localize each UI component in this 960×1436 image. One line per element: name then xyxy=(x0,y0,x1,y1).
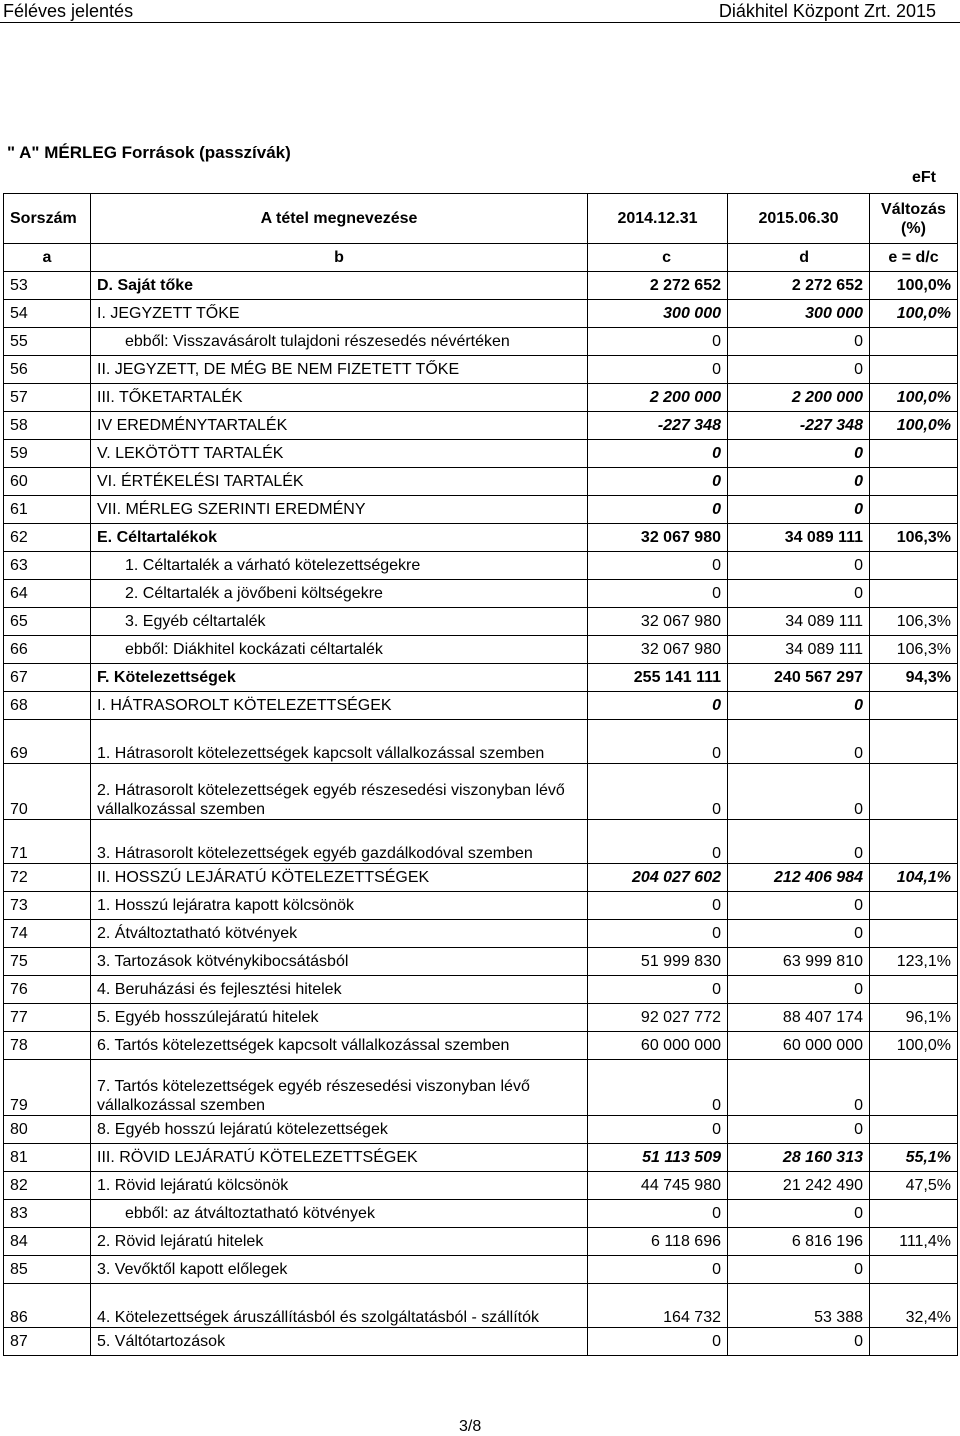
row-number: 59 xyxy=(4,440,91,468)
row-value-2014: 92 027 772 xyxy=(588,1004,728,1032)
row-value-2014: 2 272 652 xyxy=(588,272,728,300)
row-name: D. Saját tőke xyxy=(91,272,588,300)
row-number: 81 xyxy=(4,1144,91,1172)
table-row xyxy=(4,864,958,892)
table-row xyxy=(4,1116,958,1144)
table-row xyxy=(4,1144,958,1172)
row-change-pct xyxy=(870,892,958,920)
row-change-pct xyxy=(870,720,958,764)
row-value-2014: 0 xyxy=(588,496,728,524)
table-row xyxy=(4,1200,958,1228)
row-number: 69 xyxy=(4,720,91,764)
row-change-pct: 32,4% xyxy=(870,1284,958,1328)
row-value-2014: 32 067 980 xyxy=(588,608,728,636)
table-row xyxy=(4,764,958,820)
row-value-2015: 6 816 196 xyxy=(728,1228,870,1256)
row-value-2015: 0 xyxy=(728,1256,870,1284)
row-number: 65 xyxy=(4,608,91,636)
row-value-2015: 34 089 111 xyxy=(728,524,870,552)
row-change-pct xyxy=(870,820,958,864)
row-number: 76 xyxy=(4,976,91,1004)
letter-pct: e = d/c xyxy=(870,244,958,272)
row-value-2014: 0 xyxy=(588,440,728,468)
row-value-2014: 0 xyxy=(588,976,728,1004)
row-change-pct xyxy=(870,468,958,496)
row-name: 2. Hátrasorolt kötelezettségek egyéb részesedési viszonyban lévő vállalkozással szemben xyxy=(91,764,588,820)
row-number: 66 xyxy=(4,636,91,664)
row-number: 55 xyxy=(4,328,91,356)
row-change-pct xyxy=(870,1060,958,1116)
row-value-2014: 0 xyxy=(588,580,728,608)
row-change-pct: 104,1% xyxy=(870,864,958,892)
row-value-2015: 34 089 111 xyxy=(728,608,870,636)
row-name: 3. Hátrasorolt kötelezettségek egyéb gazdálkodóval szemben xyxy=(91,820,588,864)
page-header xyxy=(0,0,960,23)
row-value-2014: 51 999 830 xyxy=(588,948,728,976)
row-value-2015: 28 160 313 xyxy=(728,1144,870,1172)
row-value-2015: 212 406 984 xyxy=(728,864,870,892)
row-name: ebből: Visszavásárolt tulajdoni részesedés névértéken xyxy=(91,328,588,356)
table-row xyxy=(4,608,958,636)
row-value-2015: 0 xyxy=(728,328,870,356)
page-number: 3/8 xyxy=(459,1418,482,1435)
col-header-v2: 2015.06.30 xyxy=(728,194,870,244)
row-number: 79 xyxy=(4,1060,91,1116)
row-number: 68 xyxy=(4,692,91,720)
row-name: I. JEGYZETT TŐKE xyxy=(91,300,588,328)
row-name: III. TŐKETARTALÉK xyxy=(91,384,588,412)
row-name: 5. Egyéb hosszúlejáratú hitelek xyxy=(91,1004,588,1032)
row-number: 60 xyxy=(4,468,91,496)
row-name: F. Kötelezettségek xyxy=(91,664,588,692)
row-name: E. Céltartalékok xyxy=(91,524,588,552)
letter-v2: d xyxy=(728,244,870,272)
row-number: 72 xyxy=(4,864,91,892)
row-value-2014: 32 067 980 xyxy=(588,636,728,664)
letter-no: a xyxy=(4,244,91,272)
row-value-2014: 6 118 696 xyxy=(588,1228,728,1256)
row-value-2015: -227 348 xyxy=(728,412,870,440)
row-name: ebből: az átváltoztatható kötvények xyxy=(91,1200,588,1228)
table-header-row xyxy=(4,194,958,244)
row-value-2014: 0 xyxy=(588,1060,728,1116)
row-change-pct xyxy=(870,356,958,384)
row-value-2015: 0 xyxy=(728,580,870,608)
row-number: 84 xyxy=(4,1228,91,1256)
table-row xyxy=(4,300,958,328)
row-value-2014: 204 027 602 xyxy=(588,864,728,892)
section-title: " A" MÉRLEG Források (passzívák) xyxy=(7,143,291,162)
row-value-2015: 0 xyxy=(728,440,870,468)
row-change-pct: 94,3% xyxy=(870,664,958,692)
row-value-2015: 0 xyxy=(728,1200,870,1228)
row-change-pct xyxy=(870,692,958,720)
row-number: 67 xyxy=(4,664,91,692)
row-number: 73 xyxy=(4,892,91,920)
balance-table xyxy=(3,193,958,1356)
table-row xyxy=(4,1256,958,1284)
row-name: 3. Egyéb céltartalék xyxy=(91,608,588,636)
table-row xyxy=(4,1172,958,1200)
row-number: 85 xyxy=(4,1256,91,1284)
table-row xyxy=(4,328,958,356)
table-row xyxy=(4,1284,958,1328)
table-row xyxy=(4,892,958,920)
row-name: 3. Vevőktől kapott előlegek xyxy=(91,1256,588,1284)
row-change-pct: 100,0% xyxy=(870,412,958,440)
row-change-pct xyxy=(870,764,958,820)
table-row xyxy=(4,636,958,664)
row-name: 2. Céltartalék a jövőbeni költségekre xyxy=(91,580,588,608)
row-change-pct: 123,1% xyxy=(870,948,958,976)
table-row xyxy=(4,468,958,496)
row-name: 2. Átváltoztatható kötvények xyxy=(91,920,588,948)
row-change-pct: 106,3% xyxy=(870,636,958,664)
table-row xyxy=(4,412,958,440)
row-value-2015: 0 xyxy=(728,1060,870,1116)
row-change-pct xyxy=(870,496,958,524)
table-row xyxy=(4,976,958,1004)
row-value-2015: 0 xyxy=(728,356,870,384)
row-number: 80 xyxy=(4,1116,91,1144)
row-number: 74 xyxy=(4,920,91,948)
table-row xyxy=(4,920,958,948)
row-name: V. LEKÖTÖTT TARTALÉK xyxy=(91,440,588,468)
row-name: VI. ÉRTÉKELÉSI TARTALÉK xyxy=(91,468,588,496)
row-name: 4. Kötelezettségek áruszállításból és szolgáltatásból - szállítók xyxy=(91,1284,588,1328)
row-value-2014: -227 348 xyxy=(588,412,728,440)
table-row xyxy=(4,384,958,412)
row-change-pct: 55,1% xyxy=(870,1144,958,1172)
row-value-2014: 0 xyxy=(588,1328,728,1356)
row-change-pct xyxy=(870,1116,958,1144)
row-value-2014: 164 732 xyxy=(588,1284,728,1328)
row-value-2015: 60 000 000 xyxy=(728,1032,870,1060)
row-value-2014: 0 xyxy=(588,920,728,948)
row-name: 5. Váltótartozások xyxy=(91,1328,588,1356)
row-name: 7. Tartós kötelezettségek egyéb részesedési viszonyban lévő vállalkozással szemben xyxy=(91,1060,588,1116)
report-title: Féléves jelentés xyxy=(3,1,134,21)
row-change-pct xyxy=(870,920,958,948)
row-number: 86 xyxy=(4,1284,91,1328)
row-value-2014: 2 200 000 xyxy=(588,384,728,412)
row-value-2015: 0 xyxy=(728,892,870,920)
row-value-2014: 300 000 xyxy=(588,300,728,328)
table-row xyxy=(4,524,958,552)
row-value-2015: 53 388 xyxy=(728,1284,870,1328)
row-value-2015: 0 xyxy=(728,720,870,764)
table-row xyxy=(4,1228,958,1256)
row-name: 3. Tartozások kötvénykibocsátásból xyxy=(91,948,588,976)
row-number: 77 xyxy=(4,1004,91,1032)
row-value-2014: 51 113 509 xyxy=(588,1144,728,1172)
row-value-2015: 34 089 111 xyxy=(728,636,870,664)
row-name: 8. Egyéb hosszú lejáratú kötelezettségek xyxy=(91,1116,588,1144)
table-row xyxy=(4,1032,958,1060)
row-name: I. HÁTRASOROLT KÖTELEZETTSÉGEK xyxy=(91,692,588,720)
row-change-pct: 111,4% xyxy=(870,1228,958,1256)
row-change-pct: 96,1% xyxy=(870,1004,958,1032)
row-number: 53 xyxy=(4,272,91,300)
row-name: II. JEGYZETT, DE MÉG BE NEM FIZETETT TŐKE xyxy=(91,356,588,384)
table-row xyxy=(4,272,958,300)
row-value-2014: 0 xyxy=(588,356,728,384)
row-value-2015: 0 xyxy=(728,764,870,820)
row-change-pct xyxy=(870,1328,958,1356)
row-value-2015: 0 xyxy=(728,976,870,1004)
row-number: 57 xyxy=(4,384,91,412)
row-change-pct xyxy=(870,328,958,356)
row-number: 87 xyxy=(4,1328,91,1356)
table-row xyxy=(4,440,958,468)
row-value-2015: 0 xyxy=(728,820,870,864)
row-value-2014: 0 xyxy=(588,1256,728,1284)
row-number: 70 xyxy=(4,764,91,820)
row-change-pct: 100,0% xyxy=(870,300,958,328)
row-number: 64 xyxy=(4,580,91,608)
row-name: 1. Hosszú lejáratra kapott kölcsönök xyxy=(91,892,588,920)
row-value-2014: 0 xyxy=(588,692,728,720)
row-name: VII. MÉRLEG SZERINTI EREDMÉNY xyxy=(91,496,588,524)
table-row xyxy=(4,720,958,764)
letter-name: b xyxy=(91,244,588,272)
row-name: 4. Beruházási és fejlesztési hitelek xyxy=(91,976,588,1004)
table-row xyxy=(4,496,958,524)
col-header-v1: 2014.12.31 xyxy=(588,194,728,244)
row-value-2015: 0 xyxy=(728,468,870,496)
row-number: 78 xyxy=(4,1032,91,1060)
row-value-2015: 88 407 174 xyxy=(728,1004,870,1032)
row-value-2015: 0 xyxy=(728,552,870,580)
row-value-2015: 0 xyxy=(728,1116,870,1144)
row-change-pct xyxy=(870,1256,958,1284)
col-header-name: A tétel megnevezése xyxy=(91,194,588,244)
table-row xyxy=(4,1328,958,1356)
table-row xyxy=(4,1004,958,1032)
row-name: 1. Rövid lejáratú kölcsönök xyxy=(91,1172,588,1200)
row-number: 61 xyxy=(4,496,91,524)
row-change-pct xyxy=(870,440,958,468)
row-number: 56 xyxy=(4,356,91,384)
row-change-pct: 100,0% xyxy=(870,1032,958,1060)
table-row xyxy=(4,1060,958,1116)
row-value-2014: 0 xyxy=(588,720,728,764)
row-name: 2. Rövid lejáratú hitelek xyxy=(91,1228,588,1256)
row-change-pct xyxy=(870,1200,958,1228)
row-value-2015: 2 200 000 xyxy=(728,384,870,412)
table-row xyxy=(4,948,958,976)
table-row xyxy=(4,552,958,580)
table-row xyxy=(4,664,958,692)
row-value-2014: 0 xyxy=(588,328,728,356)
row-value-2015: 21 242 490 xyxy=(728,1172,870,1200)
row-name: 6. Tartós kötelezettségek kapcsolt vállalkozással szemben xyxy=(91,1032,588,1060)
row-value-2015: 2 272 652 xyxy=(728,272,870,300)
row-number: 54 xyxy=(4,300,91,328)
row-number: 82 xyxy=(4,1172,91,1200)
row-name: II. HOSSZÚ LEJÁRATÚ KÖTELEZETTSÉGEK xyxy=(91,864,588,892)
table-row xyxy=(4,356,958,384)
row-value-2015: 300 000 xyxy=(728,300,870,328)
letter-v1: c xyxy=(588,244,728,272)
row-number: 75 xyxy=(4,948,91,976)
row-value-2015: 63 999 810 xyxy=(728,948,870,976)
row-name: III. RÖVID LEJÁRATÚ KÖTELEZETTSÉGEK xyxy=(91,1144,588,1172)
row-value-2015: 0 xyxy=(728,920,870,948)
table-row xyxy=(4,692,958,720)
col-header-pct: Változás (%) xyxy=(870,194,958,244)
row-value-2014: 32 067 980 xyxy=(588,524,728,552)
table-row xyxy=(4,820,958,864)
row-number: 71 xyxy=(4,820,91,864)
row-value-2014: 44 745 980 xyxy=(588,1172,728,1200)
row-name: 1. Céltartalék a várható kötelezettségekre xyxy=(91,552,588,580)
row-value-2015: 0 xyxy=(728,692,870,720)
row-name: IV EREDMÉNYTARTALÉK xyxy=(91,412,588,440)
row-value-2014: 0 xyxy=(588,1116,728,1144)
row-value-2014: 0 xyxy=(588,764,728,820)
table-row xyxy=(4,580,958,608)
col-header-no: Sorszám xyxy=(4,194,91,244)
row-value-2014: 0 xyxy=(588,1200,728,1228)
unit-label: eFt xyxy=(912,169,936,186)
row-change-pct: 106,3% xyxy=(870,524,958,552)
row-number: 63 xyxy=(4,552,91,580)
table-letter-row xyxy=(4,244,958,272)
row-number: 83 xyxy=(4,1200,91,1228)
row-value-2014: 0 xyxy=(588,468,728,496)
row-change-pct: 100,0% xyxy=(870,384,958,412)
row-value-2014: 60 000 000 xyxy=(588,1032,728,1060)
row-value-2014: 0 xyxy=(588,552,728,580)
row-change-pct xyxy=(870,552,958,580)
row-value-2014: 0 xyxy=(588,892,728,920)
company-name: Diákhitel Központ Zrt. 2015 xyxy=(718,1,936,21)
row-number: 62 xyxy=(4,524,91,552)
row-number: 58 xyxy=(4,412,91,440)
row-name: 1. Hátrasorolt kötelezettségek kapcsolt vállalkozással szemben xyxy=(91,720,588,764)
row-value-2015: 240 567 297 xyxy=(728,664,870,692)
row-value-2014: 0 xyxy=(588,820,728,864)
row-value-2015: 0 xyxy=(728,1328,870,1356)
row-change-pct: 106,3% xyxy=(870,608,958,636)
row-value-2014: 255 141 111 xyxy=(588,664,728,692)
row-change-pct xyxy=(870,580,958,608)
row-name: ebből: Diákhitel kockázati céltartalék xyxy=(91,636,588,664)
row-change-pct: 100,0% xyxy=(870,272,958,300)
row-change-pct: 47,5% xyxy=(870,1172,958,1200)
row-change-pct xyxy=(870,976,958,1004)
row-value-2015: 0 xyxy=(728,496,870,524)
